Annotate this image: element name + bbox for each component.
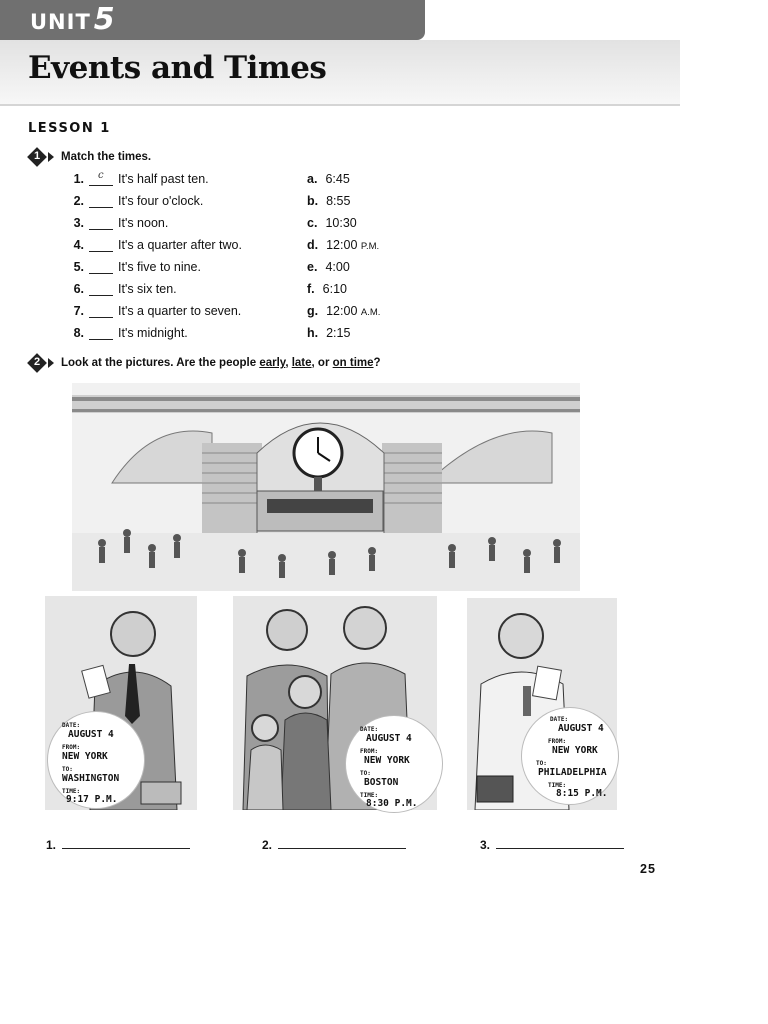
answer-blank[interactable] xyxy=(89,251,113,252)
answer-blank[interactable] xyxy=(89,273,113,274)
answer-input[interactable] xyxy=(496,848,624,849)
answer-input[interactable] xyxy=(62,848,190,849)
answer-blank[interactable] xyxy=(89,185,113,186)
ticket-2: DATE: AUGUST 4 FROM: NEW YORK TO: BOSTON TIME: 8:30 P.M. xyxy=(346,716,442,812)
answer-blank[interactable] xyxy=(89,339,113,340)
exercise-1-instruction: Match the times. xyxy=(61,151,152,163)
page-title: Events and Times xyxy=(28,50,327,86)
time-option: c. 10:30 xyxy=(307,216,357,230)
time-option: h. 2:15 xyxy=(307,326,351,340)
page-number: 25 xyxy=(640,862,656,876)
exercise-2-badge: 2 xyxy=(28,354,46,372)
time-option: d. 12:00 P.M. xyxy=(307,238,380,252)
answer-line-1: 1. xyxy=(46,838,56,852)
train-station-illustration xyxy=(72,383,580,591)
unit-banner xyxy=(0,0,425,40)
answer-line-3: 3. xyxy=(480,838,490,852)
answer-blank[interactable] xyxy=(89,207,113,208)
exercise-1-badge: 1 xyxy=(28,148,46,166)
lesson-heading: LESSON 1 xyxy=(28,121,111,136)
ticket-1: DATE: AUGUST 4 FROM: NEW YORK TO: WASHINGTON TIME: 9:17 P.M. xyxy=(48,712,144,808)
time-option: e. 4:00 xyxy=(307,260,350,274)
answer-blank[interactable] xyxy=(89,295,113,296)
unit-label: UNIT 5 xyxy=(30,2,116,37)
answer-blank[interactable] xyxy=(89,229,113,230)
answer-input[interactable] xyxy=(278,848,406,849)
answer-line-2: 2. xyxy=(262,838,272,852)
answer-blank[interactable] xyxy=(89,317,113,318)
time-option: a. 6:45 xyxy=(307,172,350,186)
exercise-2-instruction: Look at the pictures. Are the people early, late, or on time? xyxy=(61,357,381,369)
ticket-3: DATE: AUGUST 4 FROM: NEW YORK TO: PHILADELPHIA TIME: 8:15 P.M. xyxy=(522,708,618,804)
time-option: f. 6:10 xyxy=(307,282,347,296)
time-option: g. 12:00 A.M. xyxy=(307,304,381,318)
time-option: b. 8:55 xyxy=(307,194,351,208)
